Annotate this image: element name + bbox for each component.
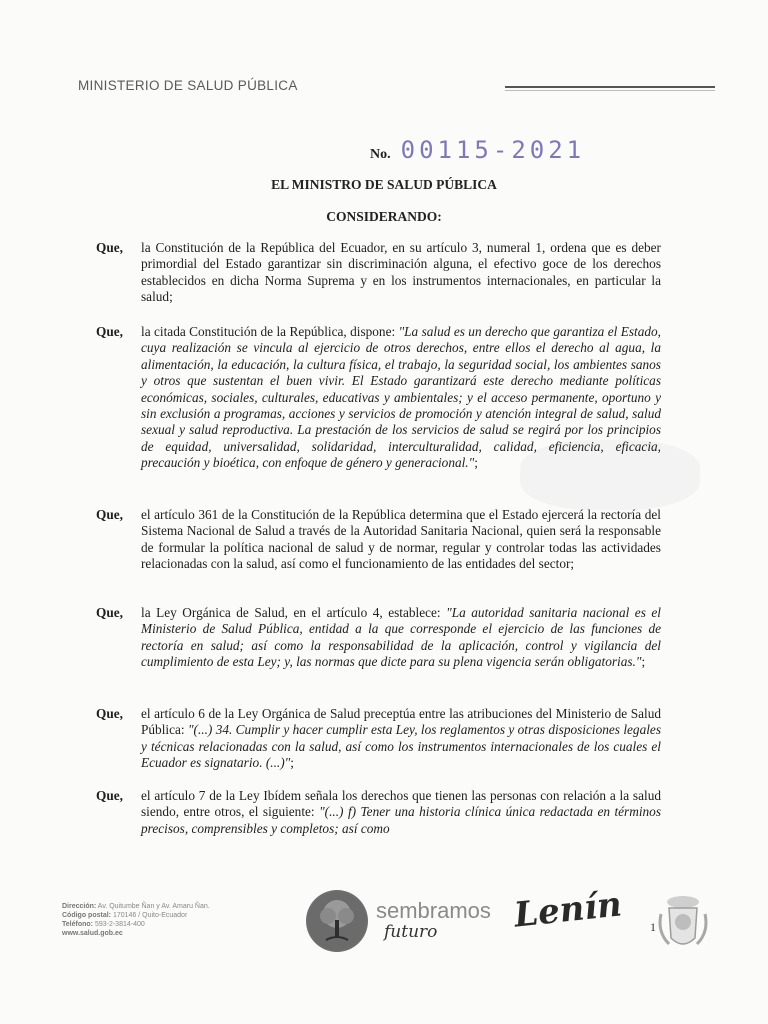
clause-quote: "(...) f) Tener una historia clínica única redactada en términos precisos, comprensibles y completos; así como: [141, 804, 662, 836]
clause-marker: Que,: [96, 605, 123, 620]
clause-marker: Que,: [96, 507, 123, 522]
clause-text: el artículo 6 de la Ley Orgánica de Salud preceptúa entre las atribuciones del Ministerio de Salud Pública: "(...) 34. Cumplir y hacer cumplir esta Ley, los reglamentos y otras disposiciones legales y técnicas relacionadas con la salud, así como los instrumentos internacionales de los cuales el Ecuador es signatario. (...)";: [141, 706, 661, 771]
national-seal-icon: [655, 892, 711, 956]
clause-text: el artículo 361 de la Constitución de la República determina que el Estado ejercerá la rectoría del Sistema Nacional de Salud a través de la Autoridad Sanitaria Nacional, quien será la responsable de formular la política nacional de salud y de normar, regular y controlar todas las actividades relacionadas con la salud, así como el funcionamiento de las entidades del sector;: [141, 507, 661, 572]
clause-3: [96, 507, 661, 573]
sembramos-futuro-logo: [306, 886, 506, 956]
tree-logo-icon: [306, 890, 368, 952]
clause-1: [96, 240, 661, 306]
clause-marker: Que,: [96, 240, 123, 255]
clause-quote: "La salud es un derecho que garantiza el Estado, cuya realización se vincula al ejercicio de otros derechos, entre ellos el derecho al agua, la alimentación, la educación, la cultura física, el trabajo, la seguridad social, los ambientes sanos y otros que sustentan el buen vivir. El Estado garantizará este derecho mediante políticas económicas, sociales, culturales, educativas y ambientales; y el acceso permanente, oportuno y sin exclusión a programas, acciones y servicios de promoción y atención integral de salud, salud sexual y salud reproductiva. La prestación de los servicios de salud se regirá por los principios de equidad, universalidad, solidaridad, interculturalidad, calidad, eficiencia, eficacia, precaución y bioética, con enfoque de género y generacional.": [141, 324, 661, 471]
page-number: 1: [650, 920, 656, 934]
number-value: 00115-2021: [400, 136, 586, 164]
logo-subtext: futuro: [384, 922, 438, 942]
signature: Lenín: [512, 884, 624, 936]
document-number: [370, 136, 585, 164]
document-title: EL MINISTRO DE SALUD PÚBLICA: [271, 177, 497, 192]
clause-2: [96, 324, 661, 472]
clause-marker: Que,: [96, 324, 123, 339]
clause-text: la citada Constitución de la República, dispone: "La salud es un derecho que garantiza el Estado, cuya realización se vincula al ejercicio de otros derechos, entre ellos el derecho al agua, la alimentación, la educación, la cultura física, el trabajo, la seguridad social, los ambientes sanos y otros que sustentan el buen vivir. El Estado garantizará este derecho mediante políticas económicas, sociales, culturales, educativas y ambientales; y el acceso permanente, oportuno y sin exclusión a programas, acciones y servicios de promoción y atención integral de salud, salud sexual y salud reproductiva. La prestación de los servicios de salud se regirá por los principios de equidad, universalidad, solidaridad, interculturalidad, calidad, eficiencia, eficacia, precaución y bioética, con enfoque de género y generacional.";: [141, 324, 661, 471]
clause-5: [96, 706, 661, 772]
footer-website: www.salud.gob.ec: [62, 930, 123, 937]
clause-4: [96, 605, 661, 671]
clause-quote: "(...) 34. Cumplir y hacer cumplir esta Ley, los reglamentos y otras disposiciones legales y técnicas relacionadas con la salud, así como los instrumentos internacionales de los cuales el Ecuador es signatario. (...)": [141, 722, 661, 771]
header-rule-shadow: [505, 90, 715, 91]
clause-text: el artículo 7 de la Ley Ibídem señala los derechos que tienen las personas con relación a la salud siendo, entre otros, el siguiente: "(...) f) Tener una historia clínica única redactada en términos precisos, comprensibles y completos; así como: [141, 788, 662, 836]
clause-text: la Ley Orgánica de Salud, en el artículo 4, establece: "La autoridad sanitaria nacional es el Ministerio de Salud Pública, entidad a la que corresponde el ejercicio de las funciones de rectoría en salud; así como la responsabilidad de la aplicación, control y vigilancia del cumplimiento de esta Ley; y, las normas que dicte para su plena vigencia serán obligatorias.";: [141, 605, 661, 670]
clause-marker: Que,: [96, 788, 123, 803]
clause-quote: "La autoridad sanitaria nacional es el Ministerio de Salud Pública, entidad a la que corresponde el ejercicio de las funciones de rectoría en salud; así como la responsabilidad de la aplicación, control y vigilancia del cumplimiento de esta Ley; y, las normas que dicte para su plena vigencia serán obligatorias.": [141, 605, 661, 670]
header-rule: [505, 86, 715, 88]
clause-marker: Que,: [96, 706, 123, 721]
section-heading: CONSIDERANDO:: [326, 209, 442, 224]
clause-text: la Constitución de la República del Ecuador, en su artículo 3, numeral 1, ordena que es deber primordial del Estado garantizar sin discriminación alguna, el efectivo goce de los derechos establecidos en dicha Norma Suprema y en los instrumentos internacionales, en particular la salud;: [141, 240, 661, 305]
clause-6: [96, 788, 661, 837]
ministry-header: MINISTERIO DE SALUD PÚBLICA: [78, 78, 298, 93]
footer-address: Dirección: Av. Quitumbe Ñan y Av. Amaru Ñan. Código postal: 170146 / Quito-Ecuador Teléfono: 593-2-3814-400 www.salud.gob.ec: [62, 903, 210, 937]
logo-text: sembramos: [376, 898, 491, 923]
number-label: No.: [370, 147, 391, 162]
